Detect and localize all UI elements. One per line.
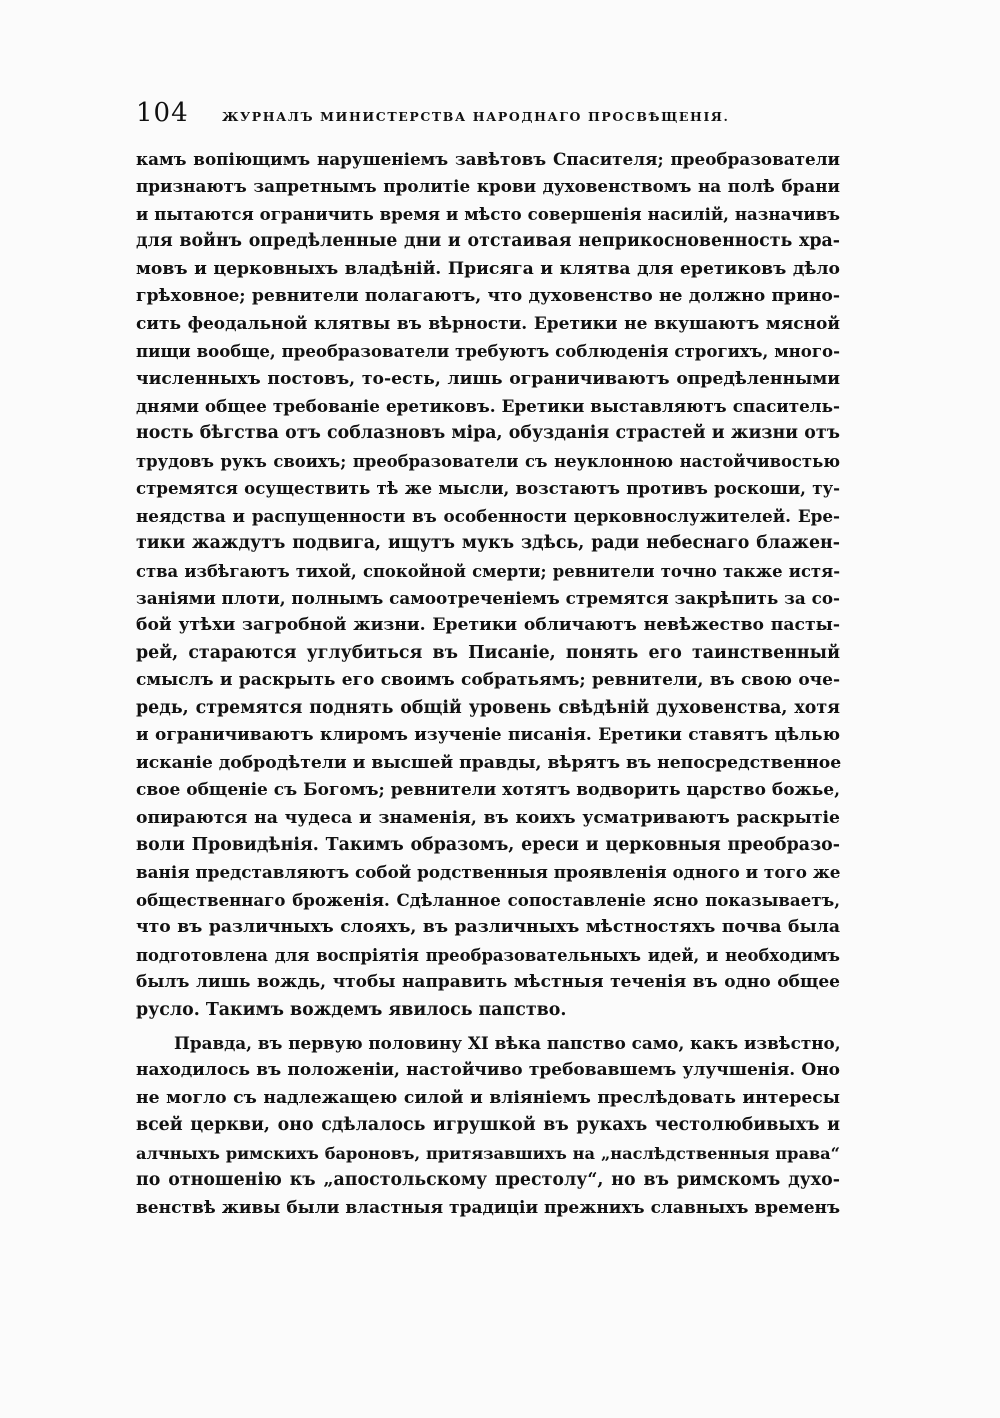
text-line: мовъ и церковныхъ владѣній. Присяга и клятва для еретиковъ дѣло	[136, 258, 840, 279]
text-line: численныхъ постовъ, то-есть, лишь ограничиваютъ опредѣленными	[136, 368, 840, 389]
text-line: и пытаются ограничить время и мѣсто совершенія насилій, назначивъ	[136, 203, 840, 224]
text-line: неядства и распущенности въ особенности церковнослужителей. Ере-	[136, 505, 840, 526]
running-head: ЖУРНАЛЪ МИНИСТЕРСТВА НАРОДНАГО ПРОСВѢЩЕНІЯ.	[222, 109, 730, 124]
text-line: не могло съ надлежащею силой и вліяніемъ преслѣдовать интересы	[136, 1087, 840, 1108]
text-line: стремятся осуществить тѣ же мысли, возстаютъ противъ роскоши, ту-	[136, 478, 840, 499]
text-line: по отношенію къ „апостольскому престолу“, но въ римскомъ духо-	[136, 1170, 840, 1191]
text-line: тики жаждутъ подвига, ищутъ мукъ здѣсь, ради небеснаго блажен-	[136, 533, 840, 554]
text-line: былъ лишь вождь, чтобы направить мѣстныя теченія въ одно общее	[136, 972, 840, 993]
text-line: ства избѣгаютъ тихой, спокойной смерти; ревнители точно также истя-	[136, 561, 840, 581]
text-line: всей церкви, оно сдѣлалось игрушкой въ рукахъ честолюбивыхъ и	[136, 1115, 840, 1136]
text-line: венствѣ живы были властныя традиціи прежнихъ славныхъ временъ	[136, 1197, 840, 1218]
text-line: смыслъ и раскрыть его своимъ собратьямъ; ревнители, въ свою оче-	[136, 670, 840, 691]
text-line: трудовъ рукъ своихъ; преобразователи съ неуклонною настойчивостью	[136, 451, 840, 471]
text-line: опираются на чудеса и знаменія, въ коихъ усматриваютъ раскрытіе	[136, 807, 840, 828]
page-header	[136, 98, 840, 138]
page-number: 104	[136, 98, 189, 128]
text-line: подготовлена для воспріятія преобразовательныхъ идей, и необходимъ	[136, 945, 840, 965]
text-line: рей, стараются углубиться въ Писаніе, понять его таинственный	[136, 642, 840, 663]
body-text	[136, 146, 840, 1222]
paragraph	[136, 1030, 840, 1222]
text-line: днями общее требованіе еретиковъ. Еретики выставляютъ спаситель-	[136, 395, 840, 416]
text-line: и ограничиваютъ клиромъ изученіе писанія. Еретики ставятъ цѣлью	[136, 725, 840, 746]
text-line: воли Провидѣнія. Такимъ образомъ, ереси и церковныя преобразо-	[136, 834, 840, 855]
text-line: находилось въ положеніи, настойчиво требовавшемъ улучшенія. Оно	[136, 1060, 840, 1081]
text-line: свое общеніе съ Богомъ; ревнители хотятъ водворить царство божье,	[136, 780, 840, 801]
text-line: признаютъ запретнымъ пролитіе крови духовенствомъ на полѣ брани	[136, 176, 840, 197]
text-line: редь, стремятся поднять общій уровень свѣдѣній духовенства, хотя	[136, 697, 840, 718]
text-line: бой утѣхи загробной жизни. Еретики обличаютъ невѣжество пасты-	[136, 615, 840, 636]
text-line: заніями плоти, полнымъ самоотреченіемъ стремятся закрѣпить за со-	[136, 588, 840, 608]
text-line: ванія представляютъ собой родственныя проявленія одного и того же	[136, 862, 841, 883]
text-line: пищи вообще, преобразователи требуютъ соблюденія строгихъ, много-	[136, 341, 840, 362]
text-line: для войнъ опредѣленные дни и отстаивая неприкосновенность хра-	[136, 231, 840, 252]
text-line: русло. Такимъ вождемъ явилось папство.	[136, 999, 567, 1020]
text-line: общественнаго броженія. Сдѣланное сопоставленіе ясно показываетъ,	[136, 889, 840, 910]
paragraph	[136, 146, 840, 1024]
text-line: алчныхъ римскихъ бароновъ, притязавшихъ на „наслѣдственныя права“	[136, 1143, 840, 1163]
text-line: сить феодальной клятвы въ вѣрности. Еретики не вкушаютъ мясной	[136, 313, 840, 334]
text-line: ность бѣгства отъ соблазновъ міра, обузданія страстей и жизни отъ	[136, 423, 840, 444]
text-line: исканіе добродѣтели и высшей правды, вѣрятъ въ непосредственное	[136, 752, 842, 773]
text-line: что въ различныхъ слояхъ, въ различныхъ мѣстностяхъ почва была	[136, 917, 840, 938]
text-line: Правда, въ первую половину XI вѣка папство само, какъ извѣстно,	[174, 1033, 841, 1053]
text-line: камъ вопіющимъ нарушеніемъ завѣтовъ Спасителя; преобразователи	[136, 149, 840, 169]
text-line: грѣховное; ревнители полагаютъ, что духовенство не должно прино-	[136, 286, 840, 307]
document-page	[136, 98, 840, 1222]
